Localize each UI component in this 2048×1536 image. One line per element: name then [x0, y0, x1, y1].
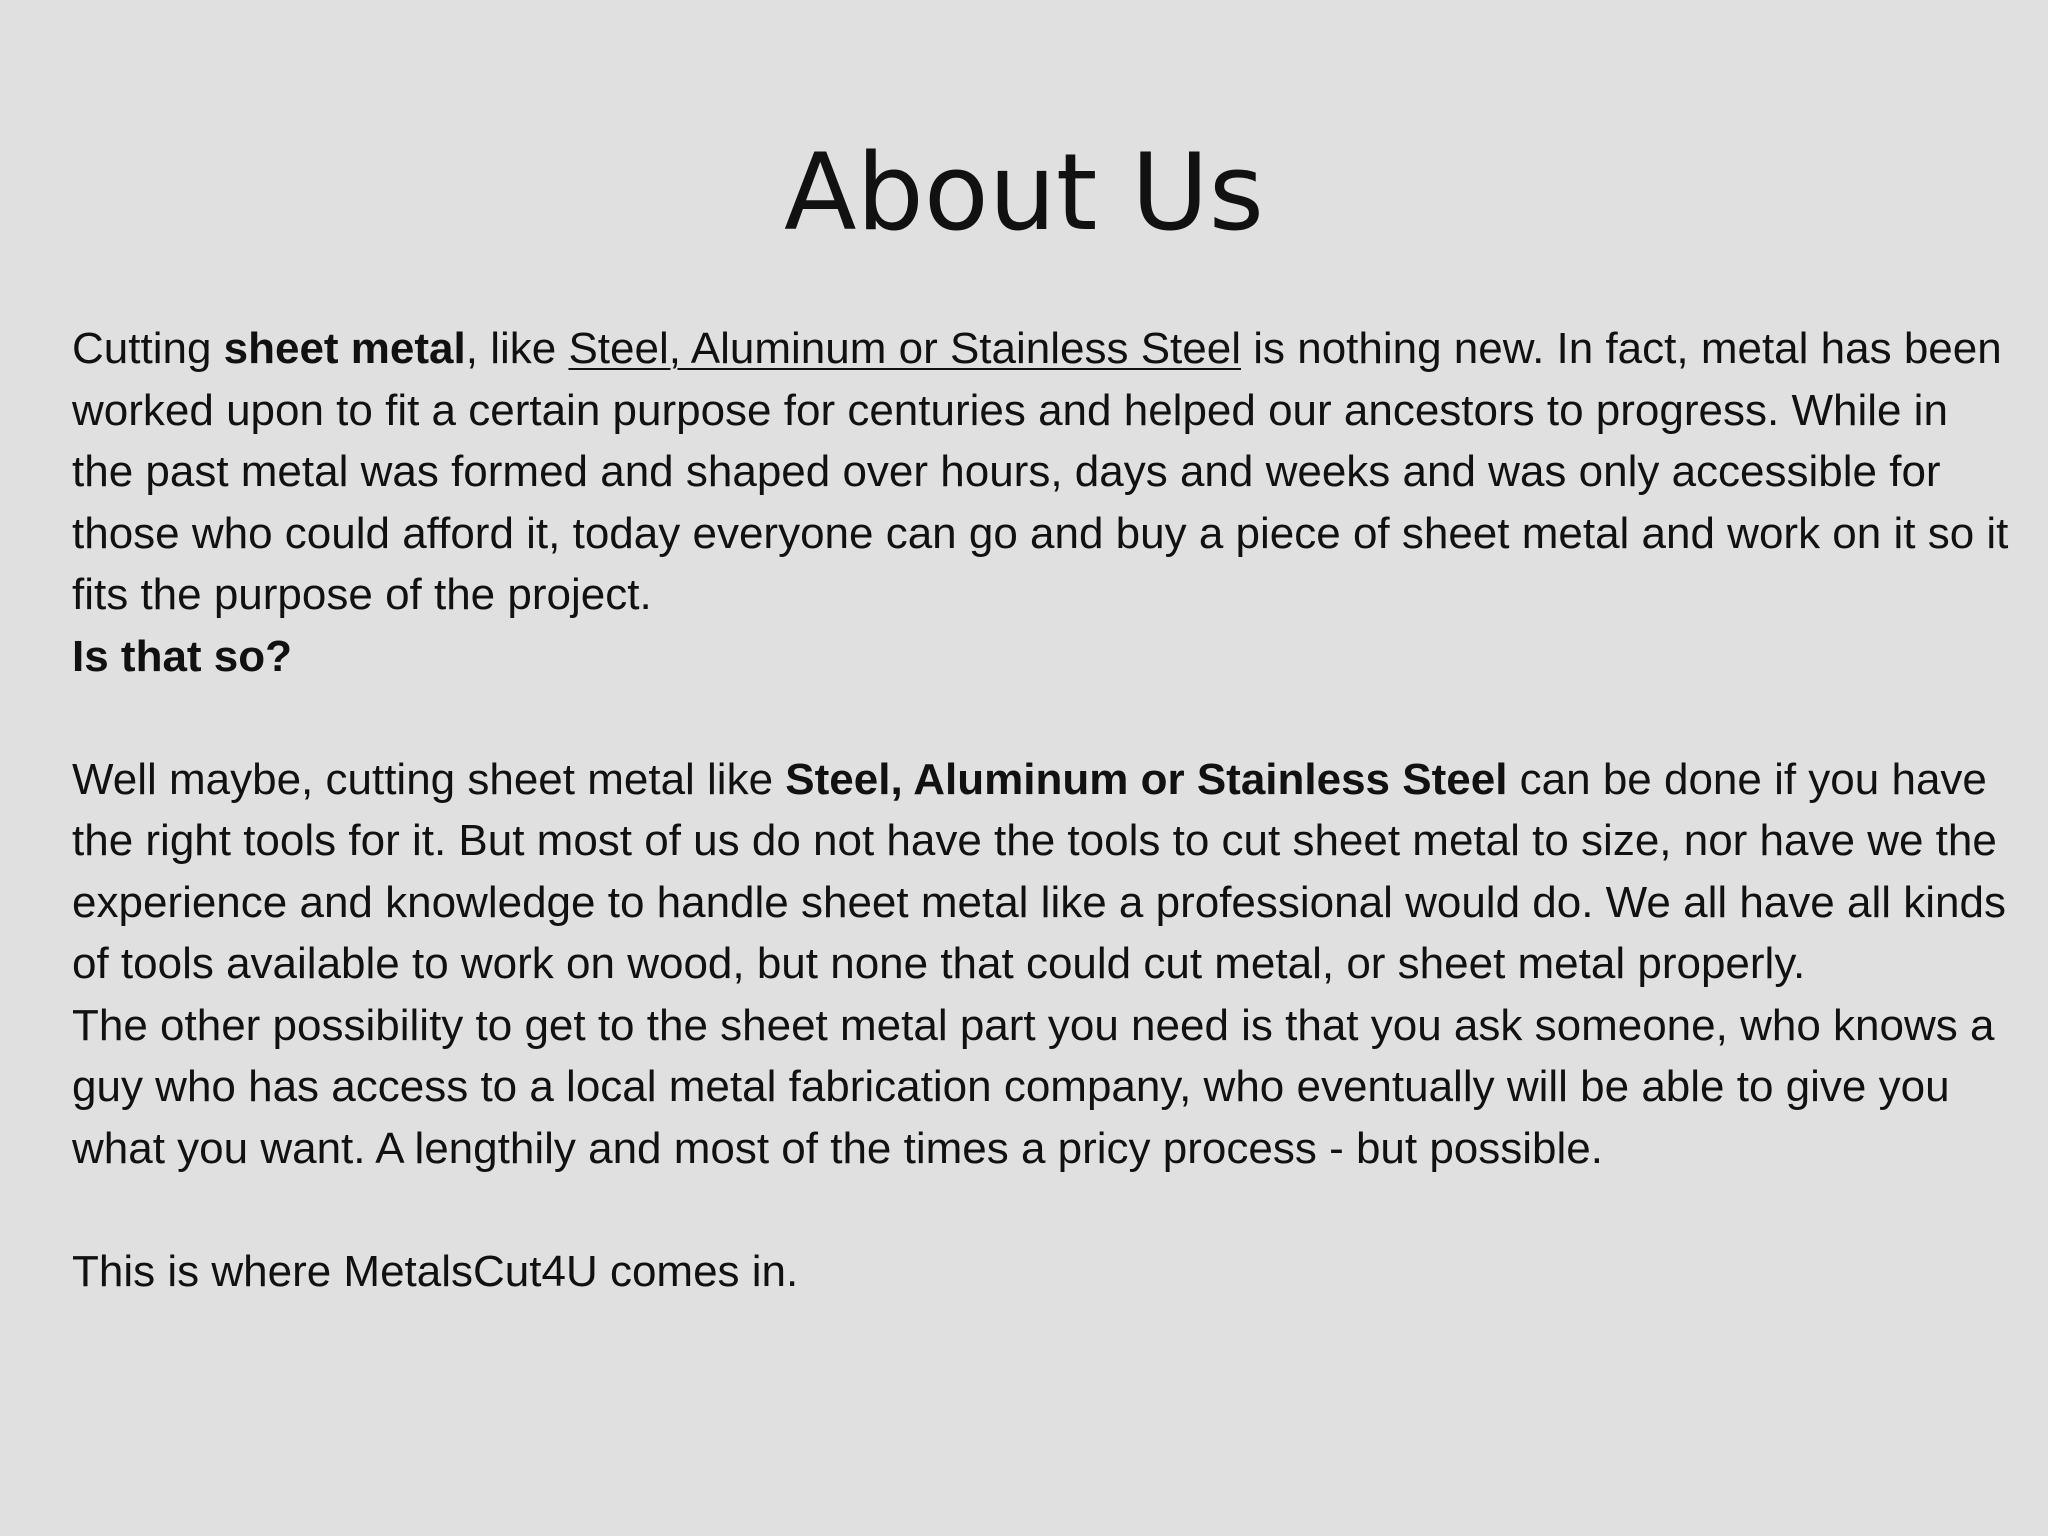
tools-text-2: can be done if you have the right tools for it. But most of us do not have the tools to cut sheet metal to size, nor have we the experience and knowledge to handle sheet metal like a professional would do. We all have all kinds of tools available to work on wood, but none that could cut metal, or sheet metal properly.: [72, 754, 2006, 988]
materials-link[interactable]: Steel, Aluminum or Stainless Steel: [568, 324, 1241, 373]
tools-paragraph: [72, 749, 2012, 995]
closing-line: This is where MetalsCut4U comes in.: [72, 1246, 799, 1296]
question-line: Is that so?: [72, 631, 293, 681]
intro-text-3: is nothing new. In fact, metal has been worked upon to fit a certain purpose for centuries and helped our ancestors to progress. While in the past metal was formed and shaped over hours, days and weeks and was only accessible for those who could afford it, today everyone can go and buy a piece of sheet metal and work on it so it fits the purpose of the project.: [72, 324, 2009, 619]
intro-paragraph: [72, 318, 2012, 626]
tools-text-1: Well maybe, cutting sheet metal like: [72, 754, 786, 804]
sheet-metal-emphasis: sheet metal: [223, 324, 466, 373]
slide-body: [72, 318, 2012, 1302]
intro-text-1: Cutting: [72, 324, 224, 373]
possibility-paragraph: The other possibility to get to the sheet metal part you need is that you ask someone, who knows a guy who has access to a local metal fabrication company, who eventually will be able to give you what you want. A lengthily and most of the times a pricy process - but possible.: [72, 1000, 1995, 1173]
paragraph-spacer: [72, 687, 2012, 749]
page-title: About Us: [784, 131, 1264, 254]
intro-text-2: , like: [465, 324, 569, 373]
materials-emphasis: Steel, Aluminum or Stainless Steel: [785, 754, 1508, 804]
paragraph-spacer: [72, 1179, 2012, 1241]
